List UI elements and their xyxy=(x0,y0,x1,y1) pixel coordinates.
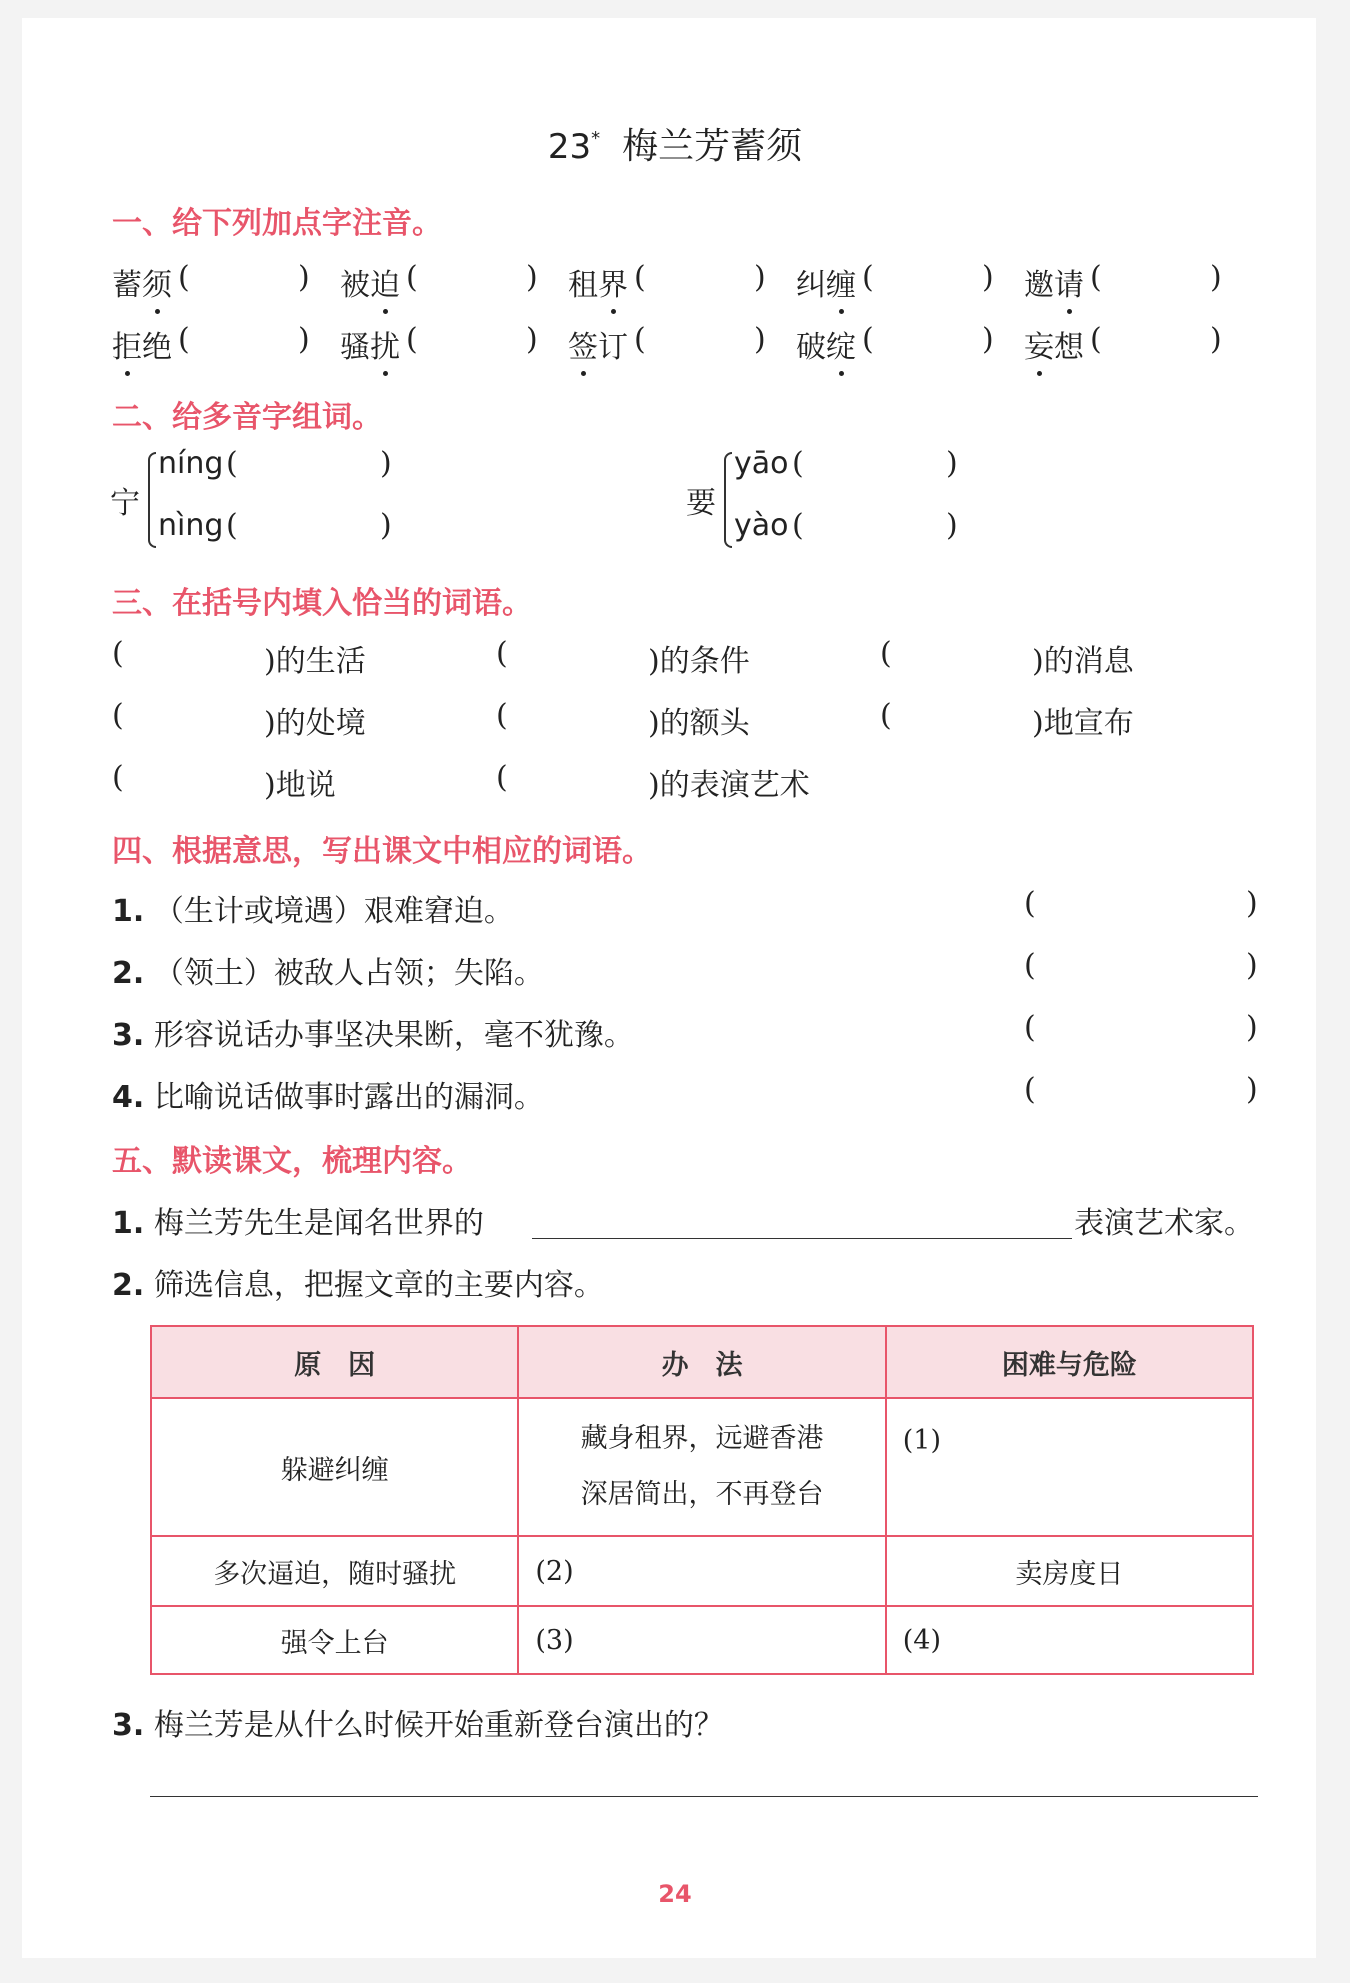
fill-blank-left: ( xyxy=(496,636,508,671)
table-cell-r2c3: 卖房度日 xyxy=(886,1536,1253,1606)
fill-phrase: )的表演艺术 xyxy=(648,768,810,803)
fill-blank-left: ( xyxy=(112,760,124,795)
table-header-cause: 原 因 xyxy=(151,1326,518,1398)
blank-2a-right: ) xyxy=(946,446,958,481)
answer-blank-right: ) xyxy=(1246,886,1258,921)
blank-1a-right: ) xyxy=(380,446,392,481)
answer-blank-left: ( xyxy=(1090,322,1102,357)
table-cell-r1c1: 躲避纠缠 xyxy=(151,1398,518,1536)
answer-blank-right: ) xyxy=(298,322,310,357)
dotted-char: 请 xyxy=(1054,260,1084,304)
section2-heading: 二、给多音字组词。 xyxy=(112,400,382,435)
answer-blank-left: ( xyxy=(862,260,874,295)
answer-blank-right: ) xyxy=(1246,1010,1258,1045)
pinyin-item: 拒绝 xyxy=(112,322,172,366)
q1-text-end: 表演艺术家。 xyxy=(1074,1206,1254,1241)
table-header-difficulty: 困难与危险 xyxy=(886,1326,1253,1398)
pinyin-item: 租界 xyxy=(568,260,628,304)
definition-item: 3. 形容说话办事坚决果断，毫不犹豫。 xyxy=(112,1018,634,1053)
pinyin-item: 妄想 xyxy=(1024,322,1084,366)
page-number: 24 xyxy=(658,1880,692,1908)
answer-blank-left: ( xyxy=(1024,886,1036,921)
pinyin-item: 被迫 xyxy=(340,260,400,304)
pinyin-2b: yào xyxy=(734,508,789,543)
answer-blank-right: ) xyxy=(1210,260,1222,295)
blank-2b-left: ( xyxy=(792,508,804,543)
pinyin-1b: nìng xyxy=(158,508,224,543)
fill-blank-left: ( xyxy=(880,636,892,671)
dotted-char: 妄 xyxy=(1024,322,1054,366)
answer-blank-right: ) xyxy=(298,260,310,295)
table-header-method: 办 法 xyxy=(518,1326,885,1398)
q2-text: 2. 筛选信息，把握文章的主要内容。 xyxy=(112,1268,604,1303)
page-title: 23* 梅兰芳蓄须 xyxy=(547,126,803,167)
blank-2b-right: ) xyxy=(946,508,958,543)
fill-blank-left: ( xyxy=(112,636,124,671)
definition-item: 1. （生计或境遇）艰难窘迫。 xyxy=(112,894,514,929)
table-cell-r2c2[interactable]: (2) xyxy=(518,1536,885,1606)
q3-answer-line[interactable] xyxy=(150,1796,1258,1797)
answer-blank-left: ( xyxy=(862,322,874,357)
section3-heading: 三、在括号内填入恰当的词语。 xyxy=(112,586,532,621)
content-table xyxy=(150,1325,1254,1675)
fill-phrase: )地宣布 xyxy=(1032,706,1134,741)
q1-text: 1. 梅兰芳先生是闻名世界的 xyxy=(112,1206,484,1241)
dotted-char: 签 xyxy=(568,322,598,366)
dotted-char: 拒 xyxy=(112,322,142,366)
pinyin-2a: yāo xyxy=(734,446,789,481)
table-cell-r2c1: 多次逼迫，随时骚扰 xyxy=(151,1536,518,1606)
fill-blank-left: ( xyxy=(112,698,124,733)
dotted-char: 扰 xyxy=(370,322,400,366)
fill-phrase: )的条件 xyxy=(648,644,750,679)
blank-1a-left: ( xyxy=(226,446,238,481)
q3-text: 3. 梅兰芳是从什么时候开始重新登台演出的？ xyxy=(112,1708,724,1743)
pinyin-item: 骚扰 xyxy=(340,322,400,366)
answer-blank-right: ) xyxy=(1246,948,1258,983)
answer-blank-left: ( xyxy=(634,260,646,295)
polyphone-char-2: 要 xyxy=(686,486,716,521)
pinyin-item: 邀请 xyxy=(1024,260,1084,304)
pinyin-item: 蓄须 xyxy=(112,260,172,304)
fill-phrase: )地说 xyxy=(264,768,336,803)
answer-blank-right: ) xyxy=(754,322,766,357)
answer-blank-right: ) xyxy=(1210,322,1222,357)
answer-blank-left: ( xyxy=(406,322,418,357)
answer-blank-right: ) xyxy=(982,260,994,295)
dotted-char: 迫 xyxy=(370,260,400,304)
fill-blank-left: ( xyxy=(880,698,892,733)
blank-1b-left: ( xyxy=(226,508,238,543)
dotted-char: 须 xyxy=(142,260,172,304)
table-cell-r3c1: 强令上台 xyxy=(151,1606,518,1674)
table-cell-r1c2: 藏身租界，远避香港 深居简出，不再登台 xyxy=(518,1398,885,1536)
section1-heading: 一、给下列加点字注音。 xyxy=(112,206,442,241)
answer-blank-left: ( xyxy=(178,260,190,295)
fill-phrase: )的处境 xyxy=(264,706,366,741)
q1-answer-line[interactable] xyxy=(532,1238,1072,1239)
polyphone-char-1: 宁 xyxy=(110,486,140,521)
pinyin-item: 签订 xyxy=(568,322,628,366)
blank-2a-left: ( xyxy=(792,446,804,481)
brace-1 xyxy=(148,452,156,548)
fill-phrase: )的消息 xyxy=(1032,644,1134,679)
fill-blank-left: ( xyxy=(496,698,508,733)
answer-blank-right: ) xyxy=(526,260,538,295)
fill-phrase: )的额头 xyxy=(648,706,750,741)
blank-1b-right: ) xyxy=(380,508,392,543)
dotted-char: 绽 xyxy=(826,322,856,366)
fill-phrase: )的生活 xyxy=(264,644,366,679)
pinyin-item: 破绽 xyxy=(796,322,856,366)
dotted-char: 缠 xyxy=(826,260,856,304)
fill-blank-left: ( xyxy=(496,760,508,795)
answer-blank-left: ( xyxy=(634,322,646,357)
definition-item: 4. 比喻说话做事时露出的漏洞。 xyxy=(112,1080,544,1115)
answer-blank-left: ( xyxy=(1024,948,1036,983)
definition-item: 2. （领土）被敌人占领；失陷。 xyxy=(112,956,544,991)
section5-heading: 五、默读课文，梳理内容。 xyxy=(112,1144,472,1179)
pinyin-1a: níng xyxy=(158,446,224,481)
table-cell-r3c2[interactable]: (3) xyxy=(518,1606,885,1674)
dotted-char: 界 xyxy=(598,260,628,304)
answer-blank-right: ) xyxy=(982,322,994,357)
table-cell-r1c3[interactable]: (1) xyxy=(886,1398,1253,1536)
answer-blank-left: ( xyxy=(1024,1010,1036,1045)
answer-blank-right: ) xyxy=(526,322,538,357)
answer-blank-left: ( xyxy=(178,322,190,357)
answer-blank-right: ) xyxy=(754,260,766,295)
brace-2 xyxy=(724,452,732,548)
answer-blank-left: ( xyxy=(1090,260,1102,295)
answer-blank-left: ( xyxy=(1024,1072,1036,1107)
answer-blank-right: ) xyxy=(1246,1072,1258,1107)
section4-heading: 四、根据意思，写出课文中相应的词语。 xyxy=(112,834,652,869)
table-cell-r3c3[interactable]: (4) xyxy=(886,1606,1253,1674)
answer-blank-left: ( xyxy=(406,260,418,295)
pinyin-item: 纠缠 xyxy=(796,260,856,304)
